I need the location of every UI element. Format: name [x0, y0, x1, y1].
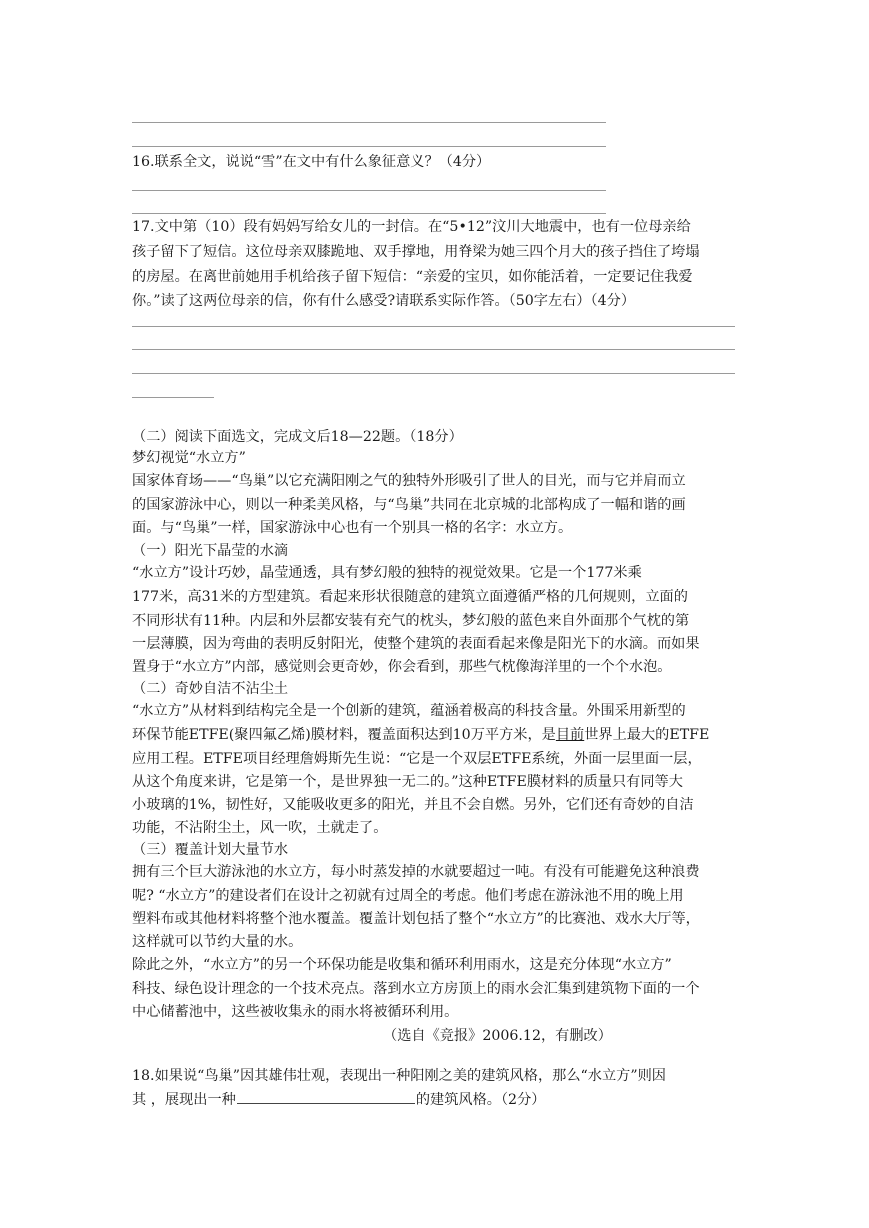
paragraph-line: 这样就可以节约大量的水。	[132, 934, 303, 950]
question-18-line: 18.如果说“鸟巢”因其雄伟壮观，表现出一种阳刚之美的建筑风格，那么“水立方”则因	[132, 1068, 666, 1084]
answer-line[interactable]	[132, 146, 606, 147]
subheading: （三）覆盖计划大量节水	[132, 842, 289, 858]
subheading: （二）奇妙自洁不沾尘土	[132, 681, 289, 697]
article-title: 梦幻视觉“水立方”	[132, 450, 246, 466]
paragraph-line: 拥有三个巨大游泳池的水立方，每小时蒸发掉的水就要超过一吨。有没有可能避免这种浪费	[132, 864, 700, 880]
text-run: 世界上最大的ETFE	[584, 727, 710, 743]
question-17-line: 你。”读了这两位母亲的信，你有什么感受?请联系实际作答。（50字左右）（4分）	[132, 293, 636, 309]
paragraph-line: 科技、绿色设计理念的一个技术亮点。落到水立方房顶上的雨水会汇集到建筑物下面的一个	[132, 981, 700, 997]
paragraph-line: 的国家游泳中心，则以一种柔美风格，与“鸟巢”共同在北京城的北部构成了一幅和谐的画	[132, 497, 686, 513]
answer-line[interactable]	[132, 349, 735, 350]
paragraph-line: 国家体育场——“鸟巢”以它充满阳刚之气的独特外形吸引了世人的目光，而与它并肩而立	[132, 473, 686, 489]
paragraph-line: 177米，高31米的方型建筑。看起来形状很随意的建筑立面遵循严格的几何规则，立面的	[132, 589, 688, 605]
question-18-line	[132, 1088, 545, 1112]
question-17-line: 孩子留下了短信。这位母亲双膝跪地、双手撑地，用脊梁为她三四个月大的孩子挡住了垮塌	[132, 244, 700, 260]
subheading: （一）阳光下晶莹的水滴	[132, 543, 289, 559]
paragraph-line: 除此之外，“水立方”的另一个环保功能是收集和循环利用雨水，这是充分体现“水立方”	[132, 957, 672, 973]
paragraph-line: 功能，不沾附尘土，风一吹，土就走了。	[132, 820, 388, 836]
question-17-line: 的房屋。在离世前她用手机给孩子留下短信：“亲爱的宝贝，如你能活着，一定要记住我爱	[132, 269, 693, 285]
underlined-word: 目前	[555, 727, 585, 743]
answer-line[interactable]	[132, 326, 735, 327]
paragraph-line: 面。与“鸟巢”一样，国家游泳中心也有一个别具一格的名字：水立方。	[132, 520, 573, 536]
text-run: 环保节能ETFE(聚四氟乙烯)膜材料，覆盖面积达到10万平方米，是	[132, 727, 556, 743]
paragraph-line: 不同形状有11种。内层和外层都安装有充气的枕头，梦幻般的蓝色来自外面那个气枕的第	[132, 613, 690, 629]
source-citation: （选自《竞报》2006.12，有删改）	[383, 1028, 612, 1044]
paragraph-line: 应用工程。ETFE项目经理詹姆斯先生说：“它是一个双层ETFE系统，外面一层里面一层，	[132, 751, 702, 767]
paragraph-line: 呢? “水立方”的建设者们在设计之初就有过周全的考虑。他们考虑在游泳池不用的晚上用	[132, 888, 684, 904]
text-run: 的建筑风格。（2分）	[415, 1092, 546, 1108]
paragraph-line: “水立方”从材料到结构完全是一个创新的建筑，蕴涵着极高的科技含量。外围采用新型的	[132, 703, 686, 719]
paragraph-line: 塑料布或其他材料将整个池水覆盖。覆盖计划包括了整个“水立方”的比赛池、戏水大厅等，	[132, 911, 700, 927]
paragraph-line: “水立方”设计巧妙，晶莹通透，具有梦幻般的独特的视觉效果。它是一个177米乘	[132, 565, 642, 581]
answer-line[interactable]	[132, 373, 735, 374]
answer-line[interactable]	[132, 397, 214, 398]
answer-line[interactable]	[132, 122, 606, 123]
paragraph-line: 中心储蓄池中，这些被收集永的雨水将被循环利用。	[132, 1004, 459, 1020]
paragraph-line	[132, 723, 709, 747]
paragraph-line: 置身于“水立方”内部，感觉则会更奇妙，你会看到，那些气枕像海洋里的一个个水泡。	[132, 659, 672, 675]
question-17-line: 17.文中第（10）段有妈妈写给女儿的一封信。在“5•12”汶川大地震中，也有一位母亲给	[132, 219, 691, 235]
answer-line[interactable]	[132, 190, 606, 191]
answer-blank[interactable]	[237, 1089, 415, 1104]
paragraph-line: 一层薄膜，因为弯曲的表明反射阳光，使整个建筑的表面看起来像是阳光下的水滴。而如果	[132, 636, 700, 652]
paragraph-line: 从这个角度来讲，它是第一个，是世界独一无二的。”这种ETFE膜材料的质量只有同等大	[132, 774, 683, 790]
question-16: 16.联系全文，说说“雪”在文中有什么象征意义？（4分）	[132, 154, 491, 170]
section-intro: （二）阅读下面选文，完成文后18—22题。（18分）	[132, 429, 463, 445]
text-run: 其 ，展现出一种	[132, 1092, 236, 1108]
paragraph-line: 小玻璃的1%，韧性好，又能吸收更多的阳光，并且不会自燃。另外，它们还有奇妙的自洁	[132, 797, 694, 813]
answer-line[interactable]	[132, 213, 606, 214]
